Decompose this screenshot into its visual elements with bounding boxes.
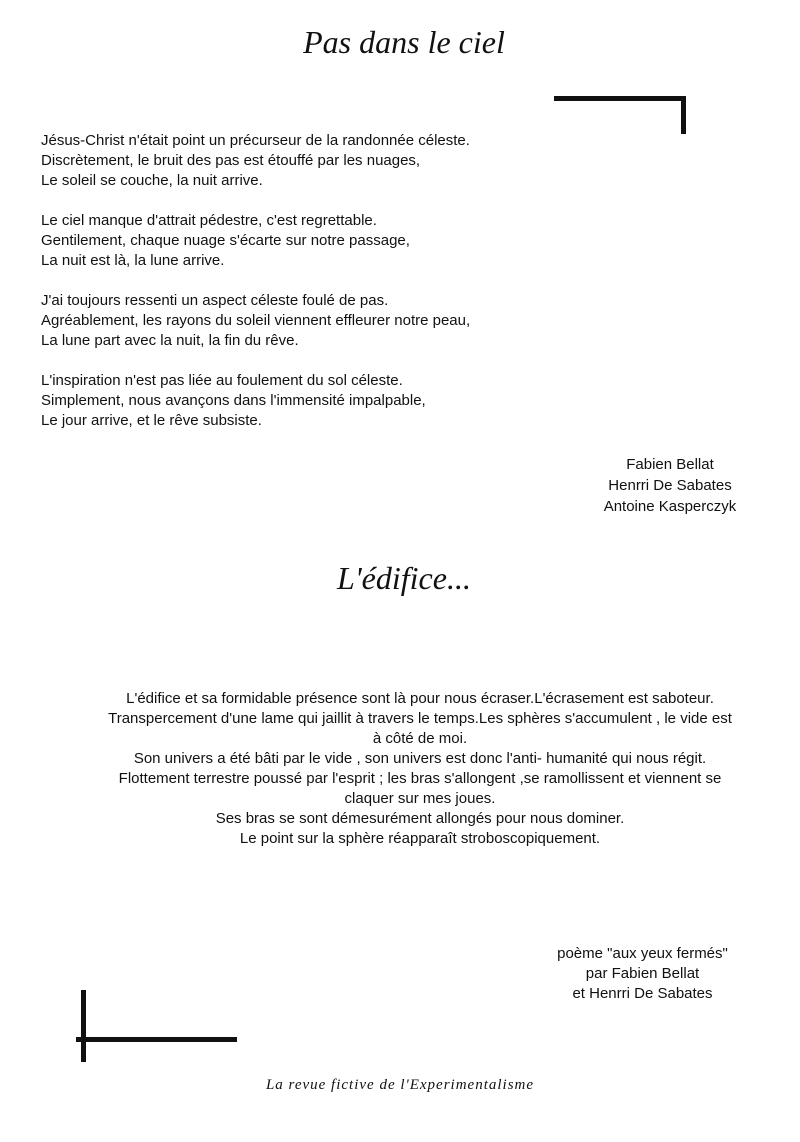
poem-line: Simplement, nous avançons dans l'immensité impalpable, (41, 392, 426, 409)
decorative-cross-vertical (81, 990, 86, 1062)
poem-line: Son univers a été bâti par le vide , son univers est donc l'anti- humanité qui nous régit. (133, 750, 707, 767)
poem-authors (560, 454, 780, 517)
poem-line: Le point sur la sphère réapparaît stroboscopiquement. (239, 830, 601, 847)
poem-line: Le jour arrive, et le rêve subsiste. (41, 412, 262, 429)
stanza (41, 371, 470, 431)
poem-line: L'édifice et sa formidable présence sont là pour nous écraser.L'écrasement est saboteur. (126, 690, 714, 707)
stanza (41, 211, 470, 271)
poem-body (40, 689, 800, 849)
decorative-cross-horizontal (76, 1037, 237, 1042)
credit-line: poème "aux yeux fermés" (557, 945, 728, 962)
poem-line: Le soleil se couche, la nuit arrive. (41, 172, 263, 189)
poem-line: L'inspiration n'est pas liée au foulement du sol céleste. (41, 372, 403, 389)
decorative-bracket-horizontal (554, 96, 686, 101)
poem-body (41, 131, 470, 451)
poem-title: L'édifice... (337, 560, 471, 596)
poem-line: Jésus-Christ n'était point un précurseur de la randonnée céleste. (41, 132, 470, 149)
poem-line: La nuit est là, la lune arrive. (41, 252, 225, 269)
poem-line: Gentilement, chaque nuage s'écarte sur notre passage, (41, 232, 410, 249)
credit-line: par Fabien Bellat (585, 965, 700, 982)
stanza (41, 291, 470, 351)
poem-credits (520, 944, 765, 1004)
poem-line: Discrètement, le bruit des pas est étouffé par les nuages, (41, 152, 421, 169)
author-name: Antoine Kasperczyk (603, 498, 737, 515)
poem-line: Agréablement, les rayons du soleil viennent effleurer notre peau, (41, 312, 471, 329)
poem-line: à côté de moi. (372, 730, 468, 747)
poem-title: Pas dans le ciel (303, 24, 505, 60)
poem-line: Ses bras se sont démesurément allongés pour nous dominer. (215, 810, 625, 827)
footer-journal-name: La revue fictive de l'Experimentalisme (265, 1077, 535, 1093)
author-name: Fabien Bellat (626, 456, 714, 473)
poem-line: claquer sur mes joues. (344, 790, 496, 807)
poem-line: J'ai toujours ressenti un aspect céleste foulé de pas. (41, 292, 389, 309)
credit-line: et Henrri De Sabates (572, 985, 713, 1002)
poem-line: Le ciel manque d'attrait pédestre, c'est regrettable. (41, 212, 377, 229)
author-name: Henrri De Sabates (608, 477, 732, 494)
decorative-bracket-vertical (681, 96, 686, 134)
poem-line: La lune part avec la nuit, la fin du rêve. (41, 332, 299, 349)
poem-line: Flottement terrestre poussé par l'esprit ; les bras s'allongent ,se ramollissent et viennent se (118, 770, 722, 787)
poem-line: Transpercement d'une lame qui jaillit à travers le temps.Les sphères s'accumulent , le vide est (108, 710, 732, 727)
stanza (41, 131, 470, 191)
